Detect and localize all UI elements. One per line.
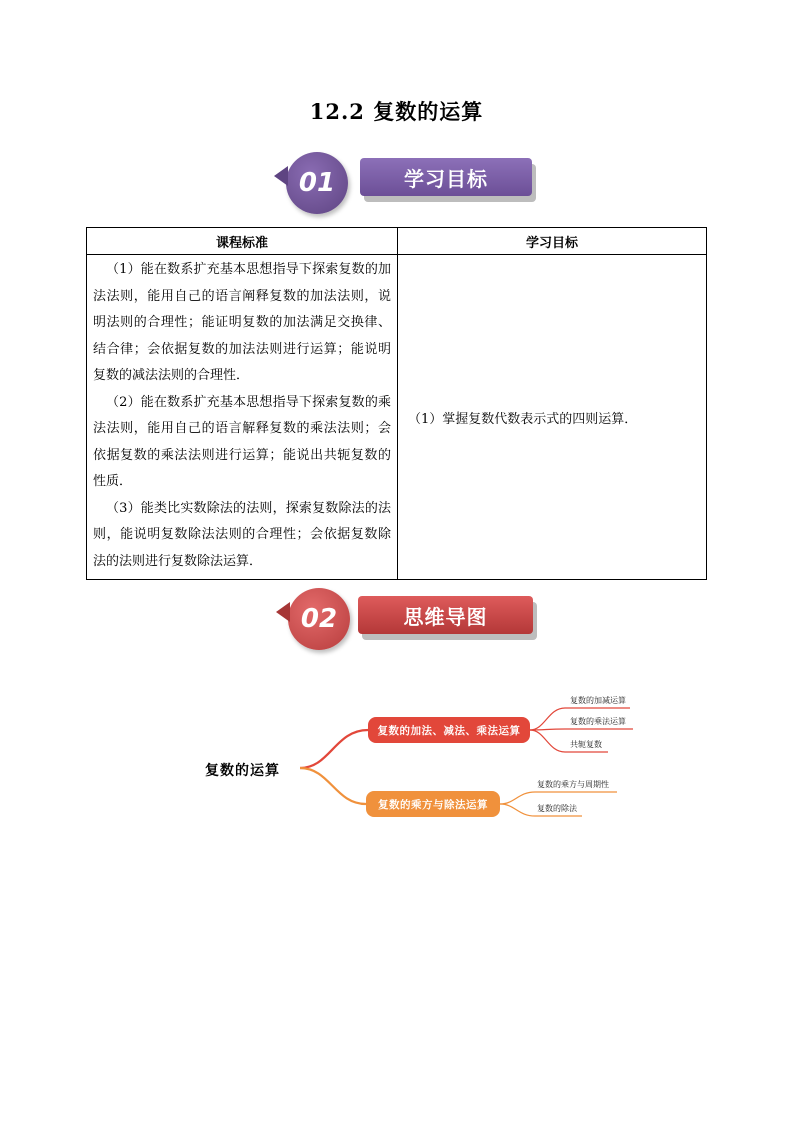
section-number-badge: 01 (286, 152, 348, 214)
section-heading: 思维导图 (358, 596, 533, 634)
mind-map-leaf: 复数的乘法运算 (570, 717, 626, 726)
standard-item: （1）能在数系扩充基本思想指导下探索复数的加法法则，能用自己的语言阐释复数的加法法则，说明法则的合理性；能证明复数的加法满足交换律、结合律；会依据复数的加法法则进行运算；能说明复数的减法法则的合理性． (93, 262, 391, 383)
goals-table (86, 227, 707, 580)
header-course-standard: 课程标准 (87, 228, 398, 255)
standard-item: （2）能在数系扩充基本思想指导下探索复数的乘法法则，能用自己的语言解释复数的乘法法则；会依据复数的乘法法则进行运算；能说出共轭复数的性质． (93, 394, 391, 489)
mind-map-branch: 复数的加法、减法、乘法运算 (368, 717, 530, 743)
learning-goal-cell: （1）掌握复数代数表示式的四则运算． (398, 255, 707, 580)
mind-map-leaf: 复数的除法 (537, 804, 577, 813)
section-heading: 学习目标 (360, 158, 532, 196)
header-learning-goal: 学习目标 (398, 228, 707, 255)
mind-map-leaf: 共轭复数 (570, 740, 602, 749)
mind-map-leaf: 复数的乘方与周期性 (537, 780, 609, 789)
standard-item: （3）能类比实数除法的法则，探索复数除法的法则，能说明复数除法法则的合理性；会依据复数除法的法则进行复数除法运算． (93, 500, 391, 569)
course-standards-cell (87, 255, 398, 580)
mind-map-leaf: 复数的加减运算 (570, 696, 626, 705)
mind-map (0, 680, 793, 830)
table-header-row (87, 228, 707, 255)
mind-map-branch: 复数的乘方与除法运算 (366, 791, 500, 817)
mind-map-root: 复数的运算 (205, 763, 280, 779)
section-number-badge: 02 (288, 588, 350, 650)
document-title: 12.2 复数的运算 (309, 99, 484, 124)
table-row (87, 255, 707, 580)
